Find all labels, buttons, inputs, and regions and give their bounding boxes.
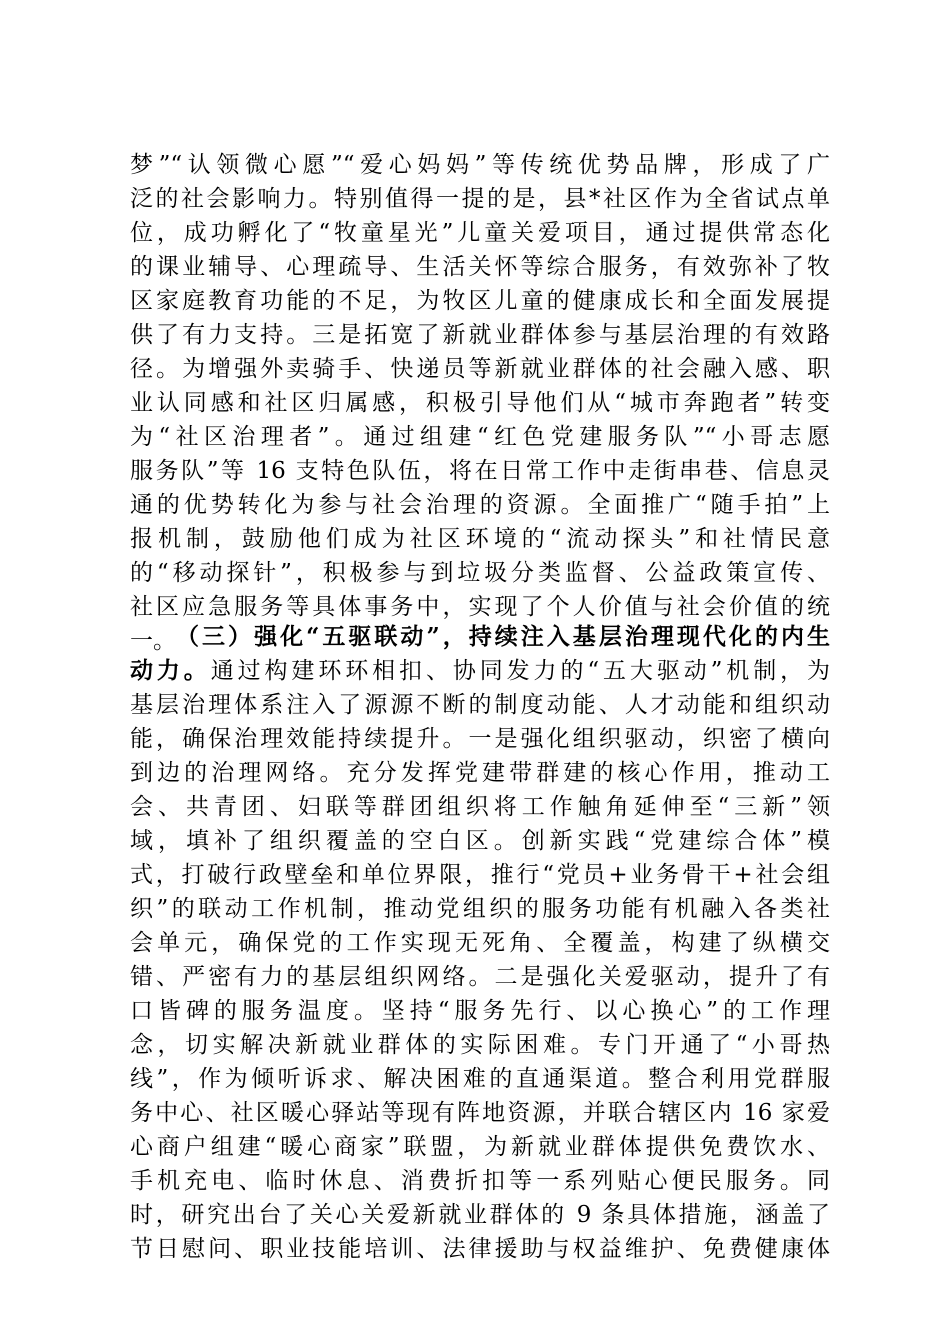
section-heading: （三）强化“五驱联动”，持续注入基层治理现代化的内生 <box>176 623 830 650</box>
paragraph-line: 通的优势转化为参与社会治理的资源。全面推广“随手拍”上 <box>130 492 830 518</box>
paragraph-line: 会、共青团、妇联等群团组织将工作触角延伸至“三新”领 <box>130 794 830 820</box>
paragraph-line: 能，确保治理效能持续提升。一是强化组织驱动，织密了横向 <box>130 726 830 752</box>
paragraph-line: 错、严密有力的基层组织网络。二是强化关爱驱动，提升了有 <box>130 964 830 990</box>
paragraph-line: 径。为增强外卖骑手、快递员等新就业群体的社会融入感、职 <box>130 356 830 382</box>
paragraph-line: 念，切实解决新就业群体的实际困难。专门开通了“小哥热 <box>130 1032 830 1058</box>
paragraph-line: 的“移动探针”，积极参与到垃圾分类监督、公益政策宣传、 <box>130 560 830 586</box>
paragraph-1 <box>130 148 830 658</box>
paragraph-line: 务中心、社区暖心驿站等现有阵地资源，并联合辖区内 16 家爱 <box>130 1100 830 1126</box>
paragraph-line: 报机制，鼓励他们成为社区环境的“流动探头”和社情民意 <box>130 526 830 552</box>
paragraph-line: 业认同感和社区归属感，积极引导他们从“城市奔跑者”转变 <box>130 390 830 416</box>
paragraph-line: 的课业辅导、心理疏导、生活关怀等综合服务，有效弥补了牧 <box>130 254 830 280</box>
paragraph-line: 梦”“认领微心愿”“爱心妈妈”等传统优势品牌，形成了广 <box>130 152 830 178</box>
paragraph-line: 位，成功孵化了“牧童星光”儿童关爱项目，通过提供常态化 <box>130 220 830 246</box>
paragraph-2 <box>130 620 830 1266</box>
paragraph-line: 服务队”等 16 支特色队伍，将在日常工作中走街串巷、信息灵 <box>130 458 830 484</box>
paragraph-line: 心商户组建“暖心商家”联盟，为新就业群体提供免费饮水、 <box>130 1134 830 1160</box>
paragraph-line: 社区应急服务等具体事务中，实现了个人价值与社会价值的统 <box>130 594 830 620</box>
paragraph-line: 为“社区治理者”。通过组建“红色党建服务队”“小哥志愿 <box>130 424 830 450</box>
section-heading-end: 动力。 <box>130 657 211 684</box>
paragraph-text: 通过构建环环相扣、协同发力的“五大驱动”机制，为 <box>210 658 830 684</box>
heading-continuation-line <box>130 654 830 688</box>
paragraph-line: 泛的社会影响力。特别值得一提的是，县*社区作为全省试点单 <box>130 186 830 212</box>
paragraph-line: 一。 <box>130 628 176 654</box>
paragraph-line: 手机充电、临时休息、消费折扣等一系列贴心便民服务。同 <box>130 1168 830 1194</box>
paragraph-line: 基层治理体系注入了源源不断的制度动能、人才动能和组织动 <box>130 692 830 718</box>
paragraph-line: 区家庭教育功能的不足，为牧区儿童的健康成长和全面发展提 <box>130 288 830 314</box>
paragraph-line: 到边的治理网络。充分发挥党建带群建的核心作用，推动工 <box>130 760 830 786</box>
paragraph-line: 会单元，确保党的工作实现无死角、全覆盖，构建了纵横交 <box>130 930 830 956</box>
paragraph-line: 线”，作为倾听诉求、解决困难的直通渠道。整合利用党群服 <box>130 1066 830 1092</box>
paragraph-line: 节日慰问、职业技能培训、法律援助与权益维护、免费健康体 <box>130 1236 830 1262</box>
paragraph-line: 式，打破行政壁垒和单位界限，推行“党员+业务骨干+社会组 <box>130 862 830 888</box>
paragraph-line: 域，填补了组织覆盖的空白区。创新实践“党建综合体”模 <box>130 828 830 854</box>
paragraph-line: 时，研究出台了关心关爱新就业群体的 9 条具体措施，涵盖了 <box>130 1202 830 1228</box>
paragraph-line: 供了有力支持。三是拓宽了新就业群体参与基层治理的有效路 <box>130 322 830 348</box>
paragraph-line: 织”的联动工作机制，推动党组织的服务功能有机融入各类社 <box>130 896 830 922</box>
paragraph-line: 口皆碑的服务温度。坚持“服务先行、以心换心”的工作理 <box>130 998 830 1024</box>
